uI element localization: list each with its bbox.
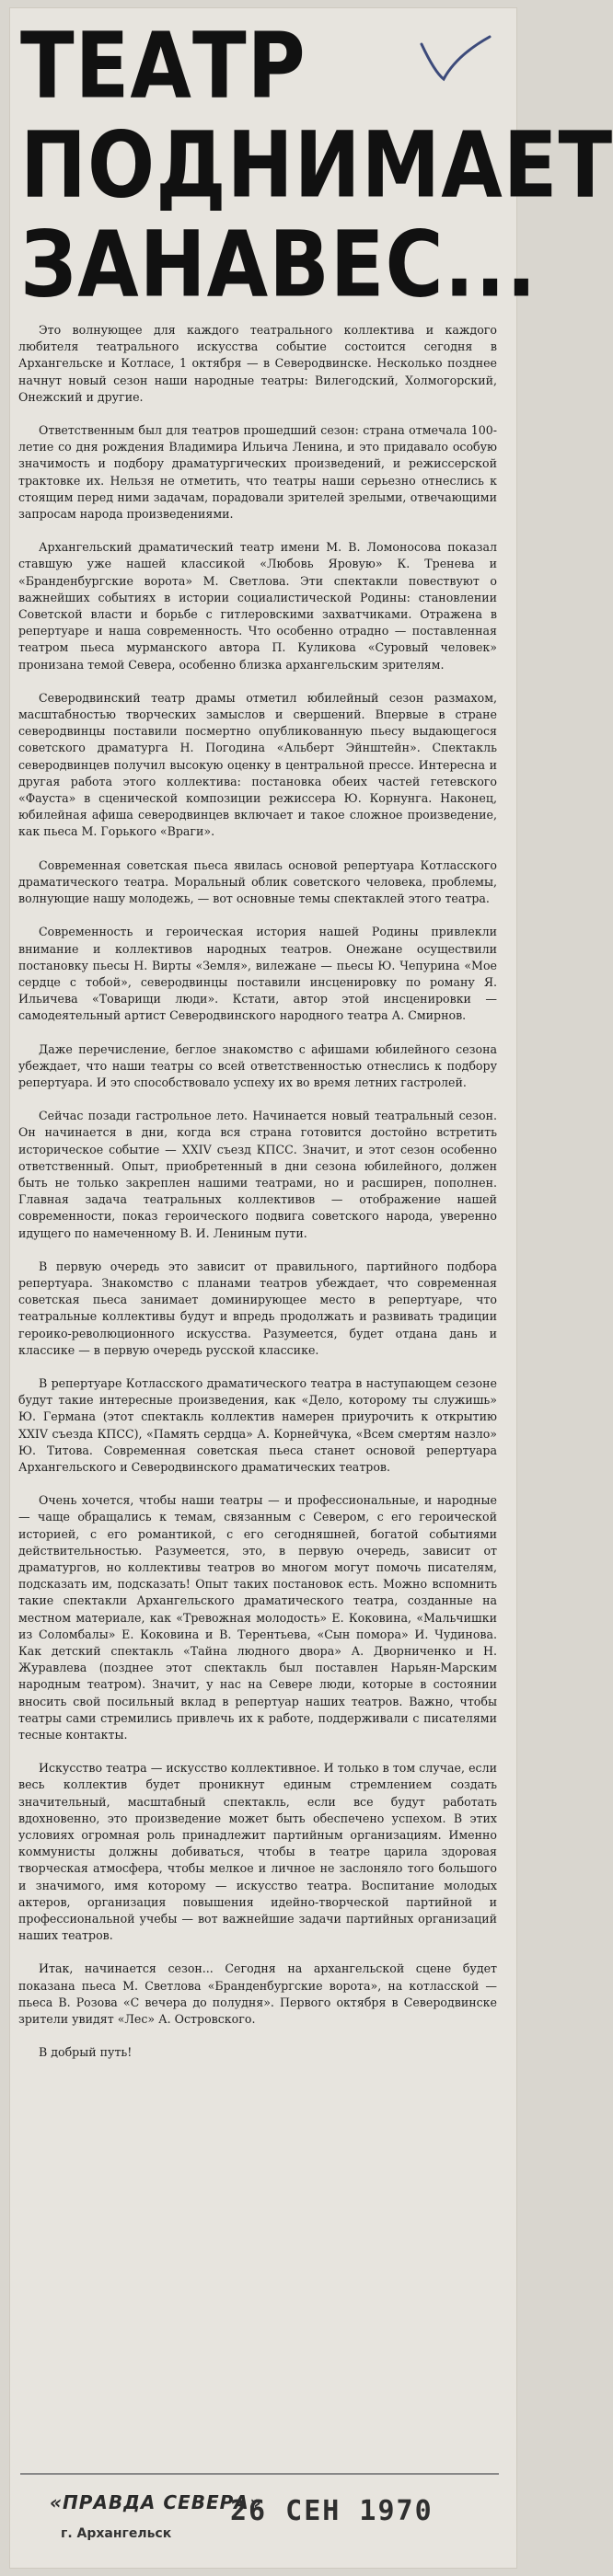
headline-line-1: ТЕАТР xyxy=(20,13,306,120)
handwritten-check-mark xyxy=(416,31,495,86)
article-paragraph: Это волнующее для каждого театрального коллектива и каждого любителя театрального искусства событие состоится сегодня в Архангельске и Котласе, 1 октября — в Северодвинске. Несколько позднее начнут новый сезон наши народные театры: Вилегодский, Холмогорский, Онежский и другие. xyxy=(18,323,497,404)
article-paragraph: В первую очередь это зависит от правильного, партийного подбора репертуара. Знакомство с планами театров убеждает, что современная советская пьеса занимает доминирующее место в репертуаре, что театральные коллективы будут и впредь продолжать и развивать традиции героико-революционного искусства. Разумеется, будет отдана дань и классике — в первую очередь русской классике. xyxy=(18,1259,497,1357)
date-stamp: 26 СЕН 1970 xyxy=(230,2495,434,2527)
article-paragraph: Ответственным был для театров прошедший сезон: страна отмечала 100-летие со дня рождения Владимира Ильича Ленина, и это придавало особую значимость и подбору драматургических произведений, и режиссерской трактовке их. Нельзя не отметить, что театры наши серьезно отнеслись к стоящим перед ними задачам, порадовали зрителей зрелыми, отвечающими запросам народа произведениями. xyxy=(18,423,497,522)
article-paragraph: Сейчас позади гастрольное лето. Начинается новый театральный сезон. Он начинается в дни, когда вся страна готовится достойно встретить историческое событие — XXIV съезд КПСС. Значит, и этот сезон особенно ответственный. Опыт, приобретенный в дни сезона юбилейного, должен быть не только закреплен нашими театрами, но и расширен, пополнен. Главная задача театральных коллективов — отображение нашей современности, показ героического подвига советского народа, уверенно идущего по намеченному В. И. Лениным пути. xyxy=(18,1109,497,1240)
article-paragraph: Итак, начинается сезон... Сегодня на архангельской сцене будет показана пьеса М. Светлова «Бранденбургские ворота», на котласской — пьеса В. Розова «С вечера до полудня». Первого октября в Северодвинске зрители увидят «Лес» А. Островского. xyxy=(18,1961,497,2027)
article-paragraph: Очень хочется, чтобы наши театры — и профессиональные, и народные — чаще обращались к темам, связанным с Севером, с его героической историей, с его романтикой, с его сегодняшней, богатой событиями действительностью. Разумеется, это, в первую очередь, зависит от драматургов, но коллективы театров во многом могут помочь писателям, подсказать им, подсказать! Опыт таких постановок есть. Можно вспомнить такие спектакли Архангельского драматического театра, созданные на местном материале, как «Тревожная молодость» Е. Коковина, «Мальчишки из Соломбалы» Е. Коковина и В. Терентьева, «Сын помора» И. Чудинова. Как детский спектакль «Тайна людного двора» А. Дворниченко и Н. Журавлева (позднее этот спектакль был поставлен Нарьян-Марским народным театром). Значит, у нас на Севере люди, которые в состоянии вносить свой посильный вклад в репертуар наших театров. Важно, чтобы театры сами стремились привлечь их к работе, поддерживали с писателями тесные контакты. xyxy=(18,1493,497,1742)
article-paragraph: Современная советская пьеса явилась основой репертуара Котласского драматического театра. Моральный облик советского человека, проблемы, волнующие нашу молодежь, — вот основные темы спектаклей этого театра. xyxy=(18,857,497,906)
article-paragraph: Северодвинский театр драмы отметил юбилейный сезон размахом, масштабностью творческих замыслов и свершений. Впервые в стране северодвинцы поставили посмертно опубликованную пьесу выдающегося советского драматурга Н. Погодина «Альберт Эйнштейн». Спектакль северодвинцев получил высокую оценку в центральной прессе. Интересна и другая работа этого коллектива: постановка обеих частей гетевского «Фауста» в сценической композиции режиссера Ю. Корнунга. Наконец, юбилейная афиша северодвинцев включает и такое сложное произведение, как пьеса М. Горького «Враги». xyxy=(18,690,497,839)
article-body xyxy=(18,322,497,2077)
article-paragraph: Современность и героическая история нашей Родины привлекли внимание и коллективов народных театров. Онежане осуществили постановку пьесы Н. Вирты «Земля», вилежане — пьесы Ю. Чепурина «Мое сердце с тобой», северодвинцы поставили инсценировку по роману Я. Ильичева «Товарищи люди». Кстати, автор этой инсценировки — самодеятельный артист Северодвинского народного театра А. Смирнов. xyxy=(18,925,497,1023)
headline-line-3: ЗАНАВЕС... xyxy=(20,212,538,318)
article-paragraph: Даже перечисление, беглое знакомство с афишами юбилейного сезона убеждает, что наши театры со всей ответственностью отнеслись к подбору репертуара. И это способствовало успеху их во время летних гастролей. xyxy=(18,1041,497,1089)
newspaper-name-stamp: «ПРАВДА СЕВЕРА» xyxy=(50,2491,262,2513)
city-stamp: г. Архангельск xyxy=(61,2526,172,2541)
article-paragraph: Архангельский драматический театр имени М. В. Ломоносова показал ставшую уже нашей классикой «Любовь Яровую» К. Тренева и «Бранденбургские ворота» М. Светлова. Эти спектакли повествуют о важнейших событиях в истории социалистической Родины: становлении Советской власти и борьбе с гитлеровскими захватчиками. Отражена в репертуаре и наша современность. Что особенно отрадно — поставленная театром пьеса мурманского автора П. Куликова «Суровый человек» пронизана темой Севера, особенно близка архангельским зрителям. xyxy=(18,540,497,672)
article-paragraph: Искусство театра — искусство коллективное. И только в том случае, если весь коллектив будет проникнут единым стремлением создать значительный, масштабный спектакль, если все будут работать вдохновенно, это произведение может быть обеспечено успехом. В этих условиях огромная роль принадлежит партийным организациям. Именно коммунисты должны добиваться, чтобы в театре царила здоровая творческая атмосфера, чтобы мелкое и личное не заслоняло того большого и значимого, имя которому — искусство театра. Воспитание молодых актеров, организация повышения идейно-творческой партийной и профессиональной учебы — вот важнейшие задачи партийных организаций наших театров. xyxy=(18,1761,497,1943)
headline-line-2: ПОДНИМАЕТ xyxy=(20,112,613,219)
closing-line: В добрый путь! xyxy=(39,2045,133,2060)
article-paragraph: В репертуаре Котласского драматического театра в наступающем сезоне будут такие интересные произведения, как «Дело, которому ты служишь» Ю. Германа (этот спектакль коллектив намерен приурочить к открытию XXIV съезда КПСС), «Память сердца» А. Корнейчука, «Всем смертям назло» Ю. Титова. Современная советская пьеса станет основой репертуара Архангельского и Северодвинского драматических театров. xyxy=(18,1375,497,1474)
footer-rule xyxy=(20,2473,499,2475)
